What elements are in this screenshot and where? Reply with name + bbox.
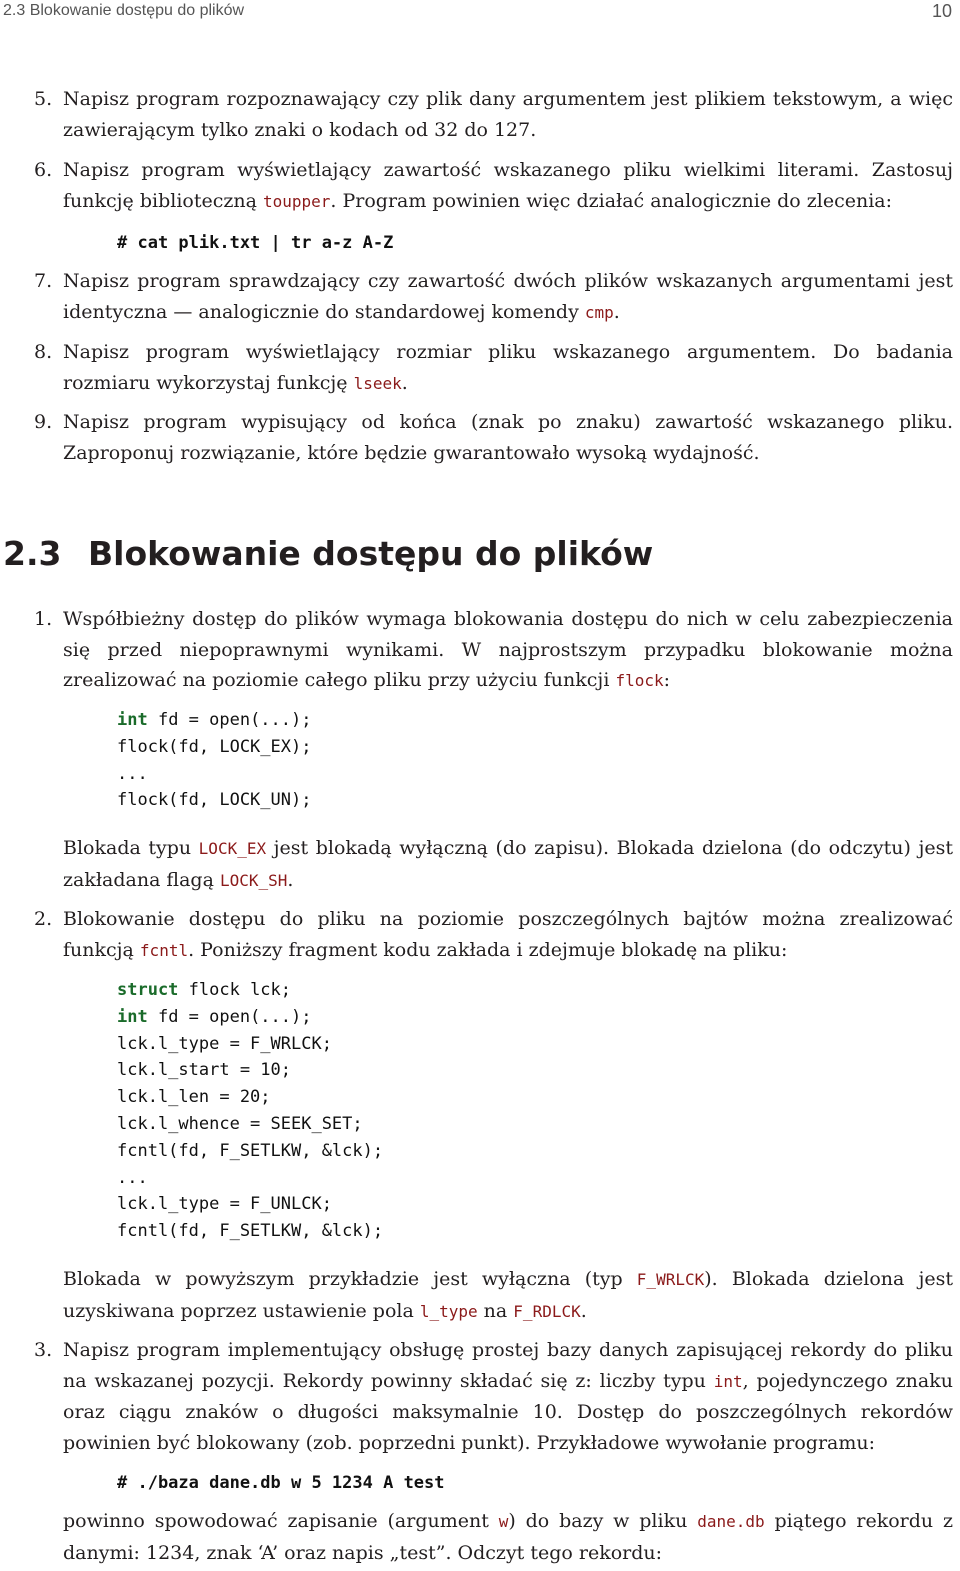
item-number: 1. <box>34 608 53 630</box>
exercise-6 <box>34 155 953 217</box>
inline-code-lseek: lseek <box>353 373 402 393</box>
item-text: Napisz program wyświetlający rozmiar pliku wskazanego argumentem. Do badania rozmiaru wykorzystaj funkcję lseek. <box>63 341 953 394</box>
exercise-7 <box>34 266 953 328</box>
code-block-fcntl: struct flock lck; int fd = open(...); lck.l_type = F_WRLCK; lck.l_start = 10; lck.l_len = 20; lck.l_whence = SEEK_SET; fcntl(fd, F_SETLKW, &lck); ... lck.l_type = F_UNLCK; fcntl(fd, F_SETLKW, &lck); <box>117 980 384 1242</box>
item-number: 6. <box>34 159 53 181</box>
item-text: Napisz program wypisujący od końca (znak po znaku) zawartość wskazanego pliku. Zaproponuj rozwiązanie, które będzie gwarantowało wysoką wydajność. <box>63 411 953 464</box>
item-number: 9. <box>34 411 53 433</box>
item-text: Napisz program rozpoznawający czy plik dany argumentem jest plikiem tekstowym, a więc zawierającym tylko znaki o kodach od 32 do 127. <box>63 88 953 141</box>
inline-code-cmp: cmp <box>584 302 614 322</box>
header-section-title: 2.3 Blokowanie dostępu do plików <box>3 2 245 19</box>
paragraph: powinno spowodować zapisanie (argument w) do bazy w pliku dane.db piątego rekordu z danymi: 1234, znak ‘A’ oraz napis „test”. Odczyt tego rekordu: <box>63 1510 954 1564</box>
inline-code-f-rdlck: F_RDLCK <box>513 1301 581 1321</box>
section-heading <box>3 532 653 576</box>
inline-code-f-wrlck: F_WRLCK <box>636 1270 705 1289</box>
section-title: Blokowanie dostępu do plików <box>88 534 654 573</box>
exercise-5 <box>34 84 953 145</box>
item-text: Napisz program implementujący obsługę prostej bazy danych zapisującej rekordy do pliku na wskazanej pozycji. Rekordy powinny składać się z: liczby typu int, pojedynczego znaku oraz ciągu znaków o długości maksymalnie 10. Dostęp do poszczególnych rekordów powinien być blokowany (zob. poprzedni punkt). Przykładowe wywołanie programu: <box>63 1339 954 1454</box>
section-item-2 <box>34 904 953 966</box>
fcntl-explanation <box>63 1264 953 1327</box>
running-header <box>0 0 960 24</box>
inline-code-lock-ex: LOCK_EX <box>198 839 267 858</box>
item-text: Blokowanie dostępu do pliku na poziomie poszczególnych bajtów można zrealizować funkcją fcntl. Poniższy fragment kodu zakłada i zdejmuje blokadę na pliku: <box>63 908 953 961</box>
code-block-flock: int fd = open(...); flock(fd, LOCK_EX); ... flock(fd, LOCK_UN); <box>117 710 312 811</box>
section-item-1 <box>34 604 953 697</box>
baza-explanation <box>63 1506 953 1568</box>
shell-command-baza: # ./baza dane.db w 5 1234 A test <box>117 1473 445 1493</box>
item-text: Napisz program wyświetlający zawartość wskazanego pliku wielkimi literami. Zastosuj funkcję biblioteczną toupper. Program powinien więc działać analogicznie do zlecenia: <box>63 159 953 212</box>
inline-code-w: w <box>498 1512 509 1531</box>
paragraph: Blokada w powyższym przykładzie jest wyłączna (typ F_WRLCK). Blokada dzielona jest uzyskiwana poprzez ustawienie pola l_type na F_RDLCK. <box>63 1268 953 1322</box>
inline-code-l-type: l_type <box>419 1301 478 1321</box>
item-text: Napisz program sprawdzający czy zawartość dwóch plików wskazanych argumentami jest identyczna — analogicznie do standardowej komendy cmp. <box>63 270 953 323</box>
inline-code-lock-sh: LOCK_SH <box>219 870 288 890</box>
inline-code-dane-db: dane.db <box>697 1512 765 1531</box>
inline-code-toupper: toupper <box>262 191 331 211</box>
paragraph: Blokada typu LOCK_EX jest blokadą wyłączną (do zapisu). Blokada dzielona (do odczytu) jest zakładana flagą LOCK_SH. <box>63 837 953 891</box>
flock-explanation <box>63 833 953 896</box>
item-number: 3. <box>34 1339 53 1361</box>
page-number: 10 <box>931 1 952 21</box>
item-number: 8. <box>34 341 53 363</box>
exercise-9 <box>34 407 953 468</box>
item-number: 5. <box>34 88 53 110</box>
item-number: 2. <box>34 908 53 930</box>
exercise-8 <box>34 337 953 399</box>
inline-code-fcntl: fcntl <box>139 940 189 960</box>
item-number: 7. <box>34 270 53 292</box>
section-number: 2.3 <box>3 534 62 573</box>
shell-command: # cat plik.txt | tr a-z A-Z <box>117 233 394 253</box>
item-text: Współbieżny dostęp do plików wymaga blokowania dostępu do nich w celu zabezpieczenia się przed niepoprawnymi wynikami. W najprostszym przypadku blokowanie można zrealizować na poziomie całego pliku przy użyciu funkcji flock: <box>63 608 953 691</box>
section-item-3 <box>34 1335 954 1458</box>
inline-code-int: int <box>713 1371 743 1391</box>
inline-code-flock: flock <box>615 671 664 690</box>
